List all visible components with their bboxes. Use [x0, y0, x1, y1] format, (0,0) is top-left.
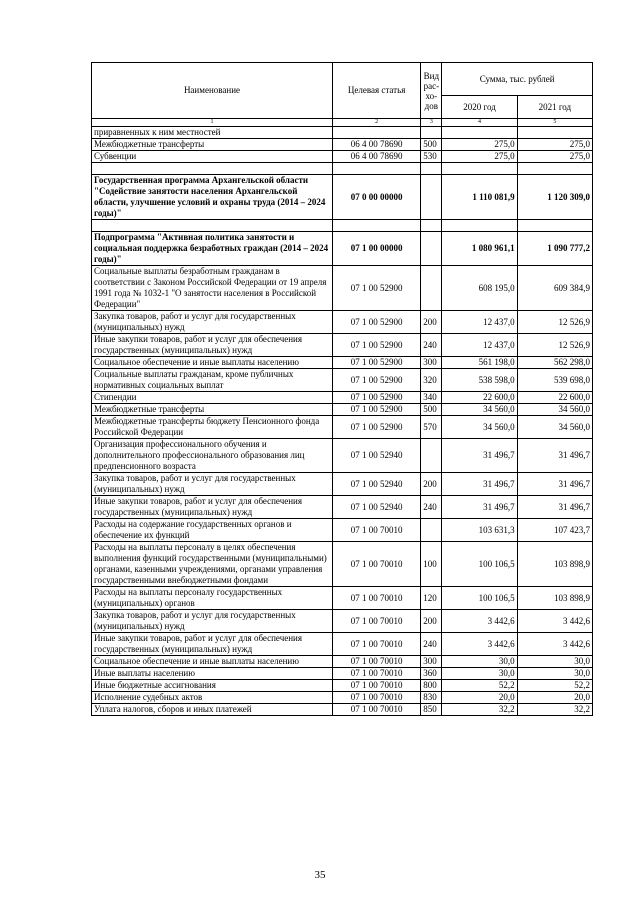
table-row — [92, 439, 593, 473]
table-row — [92, 404, 593, 416]
row-sum-2021: 275,0 — [517, 151, 592, 163]
row-target-article: 07 1 00 52900 — [332, 404, 420, 416]
row-sum-2020: 538 598,0 — [442, 369, 517, 392]
row-target-article: 07 1 00 70010 — [332, 704, 420, 716]
row-expense-type: 240 — [421, 633, 442, 656]
row-name: Социальные выплаты безработным гражданам в соответствии с Законом Российской Федерации от 19 апреля 1991 года № 1032-1 "О занятости населения в Российской Федерации" — [92, 266, 333, 311]
row-name: Исполнение судебных актов — [92, 692, 333, 704]
row-sum-2021: 107 423,7 — [517, 519, 592, 542]
row-target-article: 07 0 00 00000 — [332, 175, 420, 220]
column-numbers-row — [92, 119, 593, 127]
table-row — [92, 151, 593, 163]
table-row — [92, 656, 593, 668]
row-target-article: 07 1 00 70010 — [332, 610, 420, 633]
row-name: Закупка товаров, работ и услуг для государственных (муниципальных) нужд — [92, 311, 333, 334]
row-name: Иные закупки товаров, работ и услуг для обеспечения государственных (муниципальных) нужд — [92, 334, 333, 357]
row-sum-2021: 12 526,9 — [517, 311, 592, 334]
row-expense-type: 800 — [421, 680, 442, 692]
row-target-article: 06 4 00 78690 — [332, 151, 420, 163]
row-target-article: 07 1 00 70010 — [332, 656, 420, 668]
table-row — [92, 633, 593, 656]
row-sum-2020: 3 442,6 — [442, 610, 517, 633]
row-target-article: 07 1 00 52900 — [332, 357, 420, 369]
row-target-article: 07 1 00 70010 — [332, 668, 420, 680]
budget-table — [91, 62, 593, 716]
row-sum-2021: 3 442,6 — [517, 633, 592, 656]
row-sum-2020: 31 496,7 — [442, 439, 517, 473]
row-expense-type: 120 — [421, 587, 442, 610]
row-sum-2020: 103 631,3 — [442, 519, 517, 542]
header-target-article: Целевая статья — [332, 63, 420, 119]
row-target-article: 07 1 00 70010 — [332, 680, 420, 692]
table-row — [92, 519, 593, 542]
row-sum-2020: 34 560,0 — [442, 404, 517, 416]
table-row — [92, 542, 593, 587]
row-name: Межбюджетные трансферты — [92, 139, 333, 151]
row-expense-type: 500 — [421, 139, 442, 151]
row-expense-type: 100 — [421, 542, 442, 587]
row-expense-type — [421, 266, 442, 311]
row-name: Социальные выплаты гражданам, кроме публичных нормативных социальных выплат — [92, 369, 333, 392]
row-sum-2021: 3 442,6 — [517, 610, 592, 633]
row-sum-2020: 30,0 — [442, 656, 517, 668]
row-target-article: 07 1 00 52900 — [332, 311, 420, 334]
row-name: Иные закупки товаров, работ и услуг для обеспечения государственных (муниципальных) нужд — [92, 496, 333, 519]
row-name — [92, 220, 333, 232]
row-sum-2020 — [442, 220, 517, 232]
table-row — [92, 127, 593, 139]
row-sum-2021: 22 600,0 — [517, 392, 592, 404]
table-row — [92, 496, 593, 519]
table-row — [92, 668, 593, 680]
row-expense-type: 240 — [421, 334, 442, 357]
row-expense-type — [421, 439, 442, 473]
row-expense-type — [421, 220, 442, 232]
row-target-article: 07 1 00 70010 — [332, 542, 420, 587]
row-sum-2021: 32,2 — [517, 704, 592, 716]
table-row — [92, 311, 593, 334]
row-name: Субвенции — [92, 151, 333, 163]
row-sum-2020: 31 496,7 — [442, 473, 517, 496]
table-row — [92, 704, 593, 716]
row-name: Стипендии — [92, 392, 333, 404]
row-sum-2020: 561 198,0 — [442, 357, 517, 369]
row-target-article: 07 1 00 52940 — [332, 473, 420, 496]
row-expense-type: 360 — [421, 668, 442, 680]
table-row — [92, 266, 593, 311]
row-sum-2021 — [517, 127, 592, 139]
row-sum-2021: 1 090 777,2 — [517, 232, 592, 266]
row-sum-2020: 3 442,6 — [442, 633, 517, 656]
row-expense-type — [421, 175, 442, 220]
row-name: Закупка товаров, работ и услуг для государственных (муниципальных) нужд — [92, 473, 333, 496]
row-name: Расходы на выплаты персоналу государственных (муниципальных) органов — [92, 587, 333, 610]
row-expense-type: 530 — [421, 151, 442, 163]
row-target-article: 06 4 00 78690 — [332, 139, 420, 151]
row-name: Социальное обеспечение и иные выплаты населению — [92, 656, 333, 668]
row-target-article — [332, 220, 420, 232]
spacer-row — [92, 220, 593, 232]
row-sum-2021: 34 560,0 — [517, 416, 592, 439]
header-expense-type: Вид рас-хо-дов — [421, 63, 442, 119]
table-body — [92, 127, 593, 716]
row-target-article: 07 1 00 52940 — [332, 439, 420, 473]
column-number: 3 — [421, 119, 442, 127]
row-expense-type — [421, 127, 442, 139]
row-sum-2020: 100 106,5 — [442, 587, 517, 610]
spacer-row — [92, 163, 593, 175]
table-row — [92, 139, 593, 151]
row-expense-type: 300 — [421, 357, 442, 369]
row-sum-2020: 52,2 — [442, 680, 517, 692]
row-target-article: 07 1 00 70010 — [332, 587, 420, 610]
row-target-article: 07 1 00 52900 — [332, 334, 420, 357]
row-sum-2020: 1 080 961,1 — [442, 232, 517, 266]
row-sum-2021: 12 526,9 — [517, 334, 592, 357]
row-expense-type: 200 — [421, 610, 442, 633]
row-expense-type — [421, 519, 442, 542]
table-row — [92, 357, 593, 369]
row-sum-2021: 34 560,0 — [517, 404, 592, 416]
row-name: Иные закупки товаров, работ и услуг для обеспечения государственных (муниципальных) нужд — [92, 633, 333, 656]
header-year-2021: 2021 год — [517, 96, 592, 119]
row-sum-2020: 608 195,0 — [442, 266, 517, 311]
row-expense-type: 200 — [421, 473, 442, 496]
row-sum-2021: 31 496,7 — [517, 496, 592, 519]
row-sum-2021: 275,0 — [517, 139, 592, 151]
row-sum-2020: 20,0 — [442, 692, 517, 704]
row-sum-2020: 1 110 081,9 — [442, 175, 517, 220]
row-name: Иные выплаты населению — [92, 668, 333, 680]
row-name: Иные бюджетные ассигнования — [92, 680, 333, 692]
table-row — [92, 232, 593, 266]
row-target-article: 07 1 00 70010 — [332, 519, 420, 542]
row-target-article: 07 1 00 70010 — [332, 633, 420, 656]
row-sum-2021: 539 698,0 — [517, 369, 592, 392]
row-target-article — [332, 163, 420, 175]
header-name: Наименование — [92, 63, 333, 119]
table-row — [92, 587, 593, 610]
row-name: Межбюджетные трансферты бюджету Пенсионного фонда Российской Федерации — [92, 416, 333, 439]
row-sum-2020: 12 437,0 — [442, 311, 517, 334]
row-sum-2020 — [442, 127, 517, 139]
row-sum-2021 — [517, 163, 592, 175]
table-row — [92, 369, 593, 392]
table-row — [92, 473, 593, 496]
row-expense-type: 340 — [421, 392, 442, 404]
row-sum-2021: 30,0 — [517, 656, 592, 668]
row-expense-type — [421, 163, 442, 175]
row-name: Расходы на выплаты персоналу в целях обеспечения выполнения функций государственными (муниципальными) органами, казенными учреждениями, органами управления государственными внебюджетными фондами — [92, 542, 333, 587]
row-sum-2021: 20,0 — [517, 692, 592, 704]
row-name: Закупка товаров, работ и услуг для государственных (муниципальных) нужд — [92, 610, 333, 633]
column-number: 5 — [517, 119, 592, 127]
table-row — [92, 392, 593, 404]
row-sum-2020: 100 106,5 — [442, 542, 517, 587]
row-sum-2021: 103 898,9 — [517, 587, 592, 610]
column-number: 1 — [92, 119, 333, 127]
row-sum-2021: 562 298,0 — [517, 357, 592, 369]
row-sum-2020: 275,0 — [442, 151, 517, 163]
row-sum-2021: 52,2 — [517, 680, 592, 692]
row-name: Социальное обеспечение и иные выплаты населению — [92, 357, 333, 369]
table-row — [92, 416, 593, 439]
column-number: 2 — [332, 119, 420, 127]
row-sum-2021: 30,0 — [517, 668, 592, 680]
row-name: Расходы на содержание государственных органов и обеспечение их функций — [92, 519, 333, 542]
row-sum-2021: 1 120 309,0 — [517, 175, 592, 220]
row-sum-2021: 31 496,7 — [517, 473, 592, 496]
row-expense-type: 570 — [421, 416, 442, 439]
row-name: Государственная программа Архангельской области "Содействие занятости населения Архангельской области, улучшение условий и охраны труда (2014 – 2024 годы)" — [92, 175, 333, 220]
row-expense-type — [421, 232, 442, 266]
row-sum-2020: 275,0 — [442, 139, 517, 151]
page-number: 35 — [314, 869, 326, 881]
row-sum-2021 — [517, 220, 592, 232]
row-expense-type: 300 — [421, 656, 442, 668]
row-sum-2021: 103 898,9 — [517, 542, 592, 587]
row-target-article — [332, 127, 420, 139]
row-target-article: 07 1 00 52900 — [332, 369, 420, 392]
row-name: Межбюджетные трансферты — [92, 404, 333, 416]
table-row — [92, 680, 593, 692]
row-expense-type: 200 — [421, 311, 442, 334]
row-sum-2021: 609 384,9 — [517, 266, 592, 311]
row-target-article: 07 1 00 52940 — [332, 496, 420, 519]
row-sum-2020: 31 496,7 — [442, 496, 517, 519]
row-target-article: 07 1 00 70010 — [332, 692, 420, 704]
row-expense-type: 830 — [421, 692, 442, 704]
row-name: приравненных к ним местностей — [92, 127, 333, 139]
row-sum-2021: 31 496,7 — [517, 439, 592, 473]
row-sum-2020: 22 600,0 — [442, 392, 517, 404]
row-expense-type: 850 — [421, 704, 442, 716]
row-name: Подпрограмма "Активная политика занятости и социальная поддержка безработных граждан (2014 – 2024 годы)" — [92, 232, 333, 266]
row-sum-2020: 12 437,0 — [442, 334, 517, 357]
row-target-article: 07 1 00 52900 — [332, 392, 420, 404]
row-sum-2020: 30,0 — [442, 668, 517, 680]
row-name: Уплата налогов, сборов и иных платежей — [92, 704, 333, 716]
table-row — [92, 334, 593, 357]
row-name — [92, 163, 333, 175]
table-row — [92, 175, 593, 220]
table-row — [92, 610, 593, 633]
row-sum-2020: 34 560,0 — [442, 416, 517, 439]
header-sum: Сумма, тыс. рублей — [442, 63, 593, 96]
row-sum-2020 — [442, 163, 517, 175]
row-name: Организация профессионального обучения и дополнительного профессионального образования лиц предпенсионного возраста — [92, 439, 333, 473]
row-target-article: 07 1 00 00000 — [332, 232, 420, 266]
row-sum-2020: 32,2 — [442, 704, 517, 716]
table-row — [92, 692, 593, 704]
column-number: 4 — [442, 119, 517, 127]
row-target-article: 07 1 00 52900 — [332, 266, 420, 311]
row-expense-type: 500 — [421, 404, 442, 416]
row-expense-type: 240 — [421, 496, 442, 519]
row-target-article: 07 1 00 52900 — [332, 416, 420, 439]
header-year-2020: 2020 год — [442, 96, 517, 119]
row-expense-type: 320 — [421, 369, 442, 392]
